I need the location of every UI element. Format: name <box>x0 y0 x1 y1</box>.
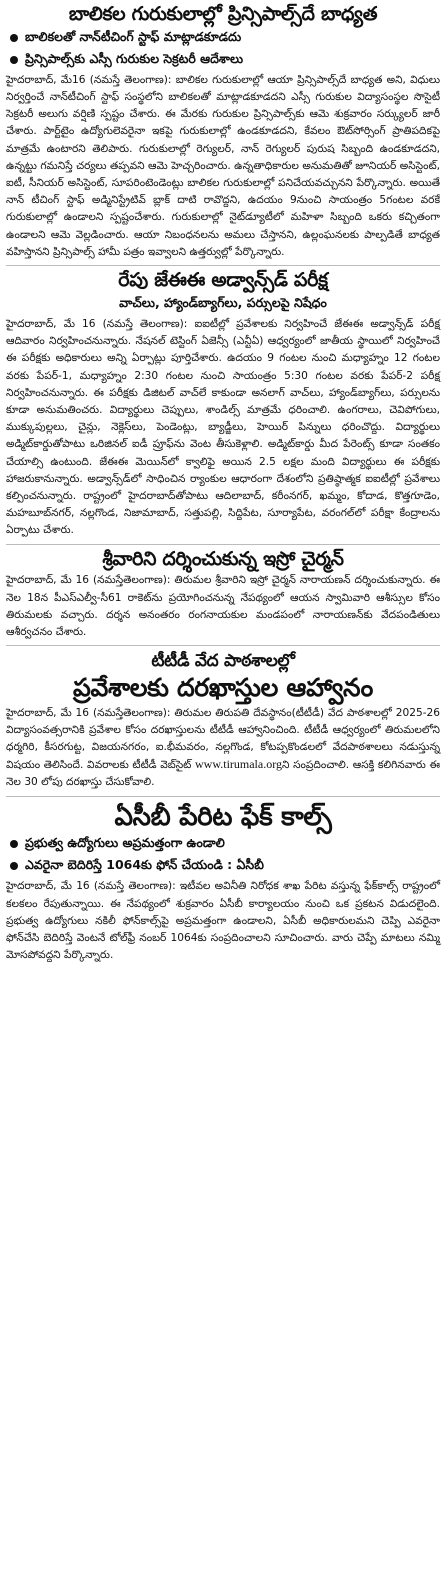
bullet-text: ప్రభుత్వ ఉద్యోగులు అప్రమత్తంగా ఉండాలి <box>25 835 225 851</box>
article-body <box>6 705 440 792</box>
bullet-text: బాలికలతో నాన్‌టీచింగ్ స్టాఫ్ మాట్లాడకూడదు <box>25 28 242 44</box>
article-isro-chairman <box>0 545 446 642</box>
article-acb-fake-calls <box>0 797 446 965</box>
bullet-dot-icon <box>10 34 18 42</box>
subheadline: వాచ్‌లు, హ్యాండ్‌బ్యాగ్‌లు, పర్సులపై నిషేధం <box>119 294 327 310</box>
headline: రేపు జేఈఈ అడ్వాన్స్‌డ్ పరీక్ష <box>118 269 328 292</box>
article-body: హైదరాబాద్, మే 16 (నమస్తే తెలంగాణ): ఐఐటీల్లో ప్రవేశాలకు నిర్వహించే జేఈఈ అడ్వాన్స్‌డ్ పరీక్ష ఆదివారం నిర్వహించనున్నారు. నేషనల్ టెస్టింగ్ ఏజెన్సీ (ఎన్టీఏ) ఆధ్వర్యంలో జాతీయ స్థాయిలో నిర్వహించే ఈ పరీక్షకు అధికారులు అన్ని ఏర్పాట్లు పూర్తిచేశారు. ఉదయం 9 గంటల నుంచి మధ్యాహ్నం 12 గంటల వరకు పేపర్-1, మధ్యాహ్నం 2:30 గంటల నుంచి సాయంత్రం 5:30 గంటల వరకు పేపర్-2 పరీక్ష నిర్వహించనున్నారు. ఈ పరీక్షకు డిజిటల్ వాచ్‌లే కాకుండా అనలాగ్ వాచ్‌లు, హ్యాండ్‌బ్యాగ్‌లు, పర్సులను కూడా అనుమతించరు. విద్యార్థులు చెప్పులు, శాండిల్స్ మాత్రమే ధరించాలి. ఉంగరాలు, చెవిపోగులు, ముక్కుపుల్లలు, చైన్లు, నెక్లెస్‌లు, పెండెంట్లు, బ్యాడ్జీలు, హెయిర్ పిన్నులు ధరించొద్దు. విద్యార్థులు అడ్మిట్‌కార్డుతోపాటు ఒరిజినల్ ఐడీ ప్రూఫ్‌ను వెంట తీసుకెళ్లాలి. అడ్మిట్‌కార్డు మీద పేరెంట్స్ కూడా సంతకం చేయాల్సి ఉంటుంది. జేఈఈ మెయిన్‌లో క్వాలిఫై అయిన 2.5 లక్షల మంది విద్యార్థులు ఈ పరీక్షకు హాజరుకానున్నారు. అడ్వాన్స్‌డ్‌లో సాధించిన ర్యాంకుల ఆధారంగా దేశంలోని ప్రతిష్ఠాత్మక ఐఐటీల్లో ప్రవేశాలు కల్పించనున్నారు. రాష్ట్రంలో హైదరాబాద్‌తోపాటు ఆదిలాబాద్, కరీంనగర్, ఖమ్మం, కోదాడ, కొత్తగూడెం, మహబూబ్‌నగర్, నల్లగొండ, నిజామాబాద్, సత్తుపల్లి, సిద్దిపేట, సూర్యాపేట, వరంగల్‌లో పరీక్షా కేంద్రాలను ఏర్పాటు చేశారు. <box>6 317 440 537</box>
website-url: www.tirumala.org <box>195 757 282 772</box>
headline: బాలికల గురుకులాల్లో ప్రిన్సిపాల్స్‌దే బాధ్యత <box>68 3 378 25</box>
article-ttd-veda <box>0 646 446 791</box>
article-body: హైదరాబాద్, మే 16 (నమస్తే తెలంగాణ): ఇటీవల అవినీతి నిరోధక శాఖ పేరిట వస్తున్న ఫేక్‌కాల్స్ రాష్ట్రంలో కలకలం రేపుతున్నాయి. ఈ నేపథ్యంలో శుక్రవారం ఏసీబీ కార్యాలయం నుంచి ఒక ప్రకటన విడుదలైంది. ప్రభుత్వ ఉద్యోగులు నకిలీ ఫోన్‌కాల్స్‌పై అప్రమత్తంగా ఉండాలని, ఏసీబీ అధికారులమని చెప్పి ఎవరైనా ఫోన్‌చేసి బెదిరిస్తే వెంటనే టోల్‌ఫ్రీ నంబర్ 1064కు సంప్రదించాలని సూచించారు. వారు చెప్పే మాటలు నమ్మి మోసపోవద్దని పేర్కొన్నారు. <box>6 880 440 962</box>
headline: ఏసీబీ పేరిట ఫేక్ కాల్స్ <box>114 801 332 832</box>
headline-kicker: టీటీడీ వేద పాఠశాలల్లో <box>151 651 295 672</box>
bullet-text: ప్రిన్సిపాల్స్‌కు ఎస్సీ గురుకుల సెక్రటరీ ఆదేశాలు <box>25 50 244 66</box>
body-text: హైదరాబాద్, మే 16 (నమస్తేతెలంగాణ): తిరుమల తిరుపతి దేవస్థానం(టీటీడీ) వేద పాఠశాలల్లో 2025-26 విద్యాసంవత్సరానికి ప్రవేశాల కోసం దరఖాస్తులను టీటీడీ ఆహ్వానించింది. టీటీడీ ఆధ్వర్యంలో తిరుమలలోని ధర్మగిరి, కీసరగుట్ట, విజయనగరం, ఐ.భీమవరం, నల్లగొండ, కోటప్పకొండలలో వేదపాఠశాలలు నడుస్తున్న విషయం తెలిసిందే. వివరాలకు టీటీడీ వెబ్‌సైట్ <box>6 706 440 772</box>
bullet-point <box>8 51 440 70</box>
bullet-dot-icon <box>10 840 18 848</box>
body-text: ని సంప్రదించాలి. ఆసక్తి కలిగినవారు ఈ నెల 30 లోపు దరఖాస్తు చేసుకోవాలి. <box>6 759 440 789</box>
article-jee-advanced <box>0 266 446 539</box>
headline: ప్రవేశాలకు దరఖాస్తుల ఆహ్వానం <box>73 672 373 702</box>
article-body: హైదరాబాద్, మే 16 (నమస్తేతెలంగాణ): తిరుమల శ్రీవారిని ఇస్రో చైర్మన్ నారాయణన్ దర్శించుకున్నారు. ఈ నెల 18న పీఎస్‌ఎల్వీ-సీ61 రాకెట్‌ను ప్రయోగించనున్న నేపథ్యంలో ఆయన స్వామివారి ఆశీస్సుల కోసం తిరుమలకు వచ్చారు. దర్శన అనంతరం రంగనాయకుల మండపంలో నారాయణన్‌కు వేదపండితులు ఆశీర్వచనం చేశారు. <box>6 574 440 639</box>
bullet-point <box>8 29 440 48</box>
bullet-dot-icon <box>10 862 18 870</box>
article-body: హైదరాబాద్, మే16 (నమస్తే తెలంగాణ): బాలికల గురుకులాల్లో ఆయా ప్రిన్సిపాల్స్‌దే బాధ్యత అని, విధులు నిర్వర్తించే నాన్‌టీచింగ్ స్టాఫ్ సంస్థలోని బాలికలతో మాట్లాడకూడదని ఎస్సీ గురుకుల విద్యాసంస్థల సొసైటీ సెక్రటరీ అలుగు వర్షిణి స్పష్టం చేశారు. ఈ మేరకు గురుకుల ప్రిన్సిపాల్స్‌కు ఆమె శుక్రవారం సర్క్యులర్ జారీ చేశారు. పార్ట్‌టైం ఉద్యోగులెవరైనా ఇకపై గురుకులాల్లో ఉండకూడదని, కేవలం ఔట్‌సోర్సింగ్ ప్రాతిపదికపై మాత్రమే ఉంటారని తెలిపారు. గురుకులాల్లో రెగ్యులర్, నాన్ రెగ్యులర్ పురుష సిబ్బంది ఉండకూడదని, ఉన్నట్టు గమనిస్తే చర్యలు తప్పవని ఆమె హెచ్చరించారు. ఉన్నతాధికారుల అనుమతితో జూనియర్ అసిస్టెంట్, ఐటీ, సీనియర్ అసిస్టెంట్, సూపరింటెండెంట్లు బాలికల గురుకులాల్లో పనిచేయవచ్చునని పేర్కొన్నారు. అయితే నాన్ టీచింగ్ స్టాఫ్ అడ్మినిస్ట్రేటివ్ బ్లాక్ దాటి రావొద్దని, ఉదయం 9నుంచి సాయంత్రం 5గంటల వరకే గురుకులాల్లో ఉండాలని స్పష్టంచేశారు. గురుకులాల్లో నైట్‌డ్యూటీలో మహిళా సిబ్బంది ఒకరు కచ్చితంగా ఉండాలని ఆమె వెల్లడించారు. ఆయా నిబంధనలను అమలు చేస్తానని, ఉల్లంఘనలకు పాల్పడితే బాధ్యత వహిస్తానని ప్రిన్సిపాల్స్ హామీ పత్రం ఇవ్వాలని ఉత్తర్వుల్లో పేర్కొన్నారు. <box>6 73 440 258</box>
bullet-point <box>8 835 440 854</box>
headline: శ్రీవారిని దర్శించుకున్న ఇస్రో చైర్మన్ <box>102 547 344 570</box>
bullet-point <box>8 857 440 876</box>
article-girls-gurukul <box>0 0 446 261</box>
bullet-text: ఎవరైనా బెదిరిస్తే 1064కు ఫోన్ చేయండి : ఏసీబీ <box>25 857 264 873</box>
bullet-dot-icon <box>10 56 18 64</box>
